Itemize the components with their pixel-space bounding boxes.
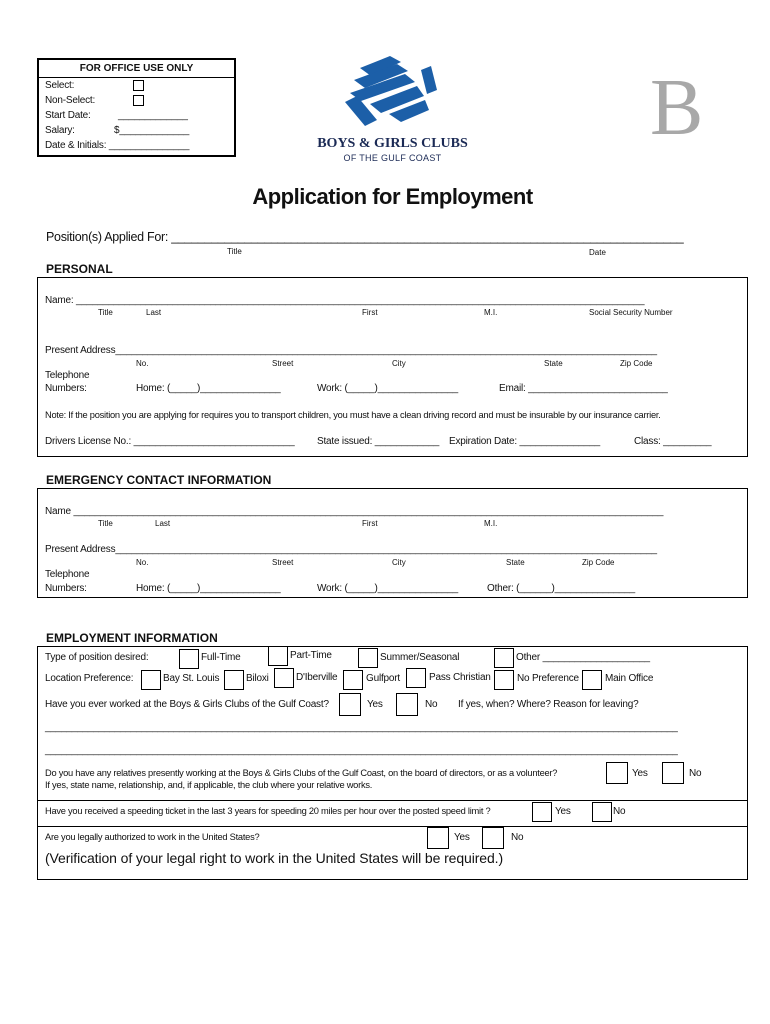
work-authorization-yes-checkbox[interactable] (427, 827, 449, 849)
name-caption-mi: M.I. (484, 308, 498, 317)
work-phone-field[interactable]: Work: (_____)_______________ (317, 383, 458, 394)
address-caption-no: No. (136, 359, 149, 368)
ticket-row-bottom-divider (37, 826, 748, 827)
full-time-label: Full-Time (201, 652, 241, 663)
speeding-ticket-yes-label: Yes (555, 806, 571, 817)
pass-christian-label: Pass Christian (429, 672, 491, 683)
other-position-field[interactable]: Other ____________________ (516, 652, 650, 663)
emergency-numbers-label: Numbers: (45, 583, 87, 594)
office-use-title: FOR OFFICE USE ONLY (39, 60, 234, 78)
emergency-section-box (37, 488, 748, 598)
present-address-field[interactable]: Present Address_____________________________________________________________________________________________________ (45, 345, 657, 356)
emergency-caption-last: Last (155, 519, 171, 528)
home-phone-field[interactable]: Home: (_____)_______________ (136, 383, 281, 394)
non-select-checkbox[interactable] (133, 95, 144, 106)
email-field[interactable]: Email: __________________________ (499, 383, 668, 394)
club-logo-name: BOYS & GIRLS CLUBS (317, 136, 468, 151)
emergency-home-phone-field[interactable]: Home: (_____)_______________ (136, 583, 281, 594)
position-date-caption: Date (589, 248, 606, 257)
emergency-address-caption-state: State (506, 558, 525, 567)
emergency-address-caption-no: No. (136, 558, 149, 567)
speeding-ticket-question: Have you received a speeding ticket in the last 3 years for speeding 20 miles per hour over the posted speed limit ? (45, 806, 491, 816)
worked-before-no-checkbox[interactable] (396, 693, 418, 716)
position-title-caption: Title (227, 247, 242, 256)
license-class-field[interactable]: Class: _________ (634, 436, 712, 447)
position-applied-field[interactable]: Position(s) Applied For: _____________________________________________________________________________ (46, 230, 684, 244)
work-authorization-question: Are you legally authorized to work in the United States? (45, 832, 260, 842)
emergency-address-caption-city: City (392, 558, 406, 567)
pass-christian-checkbox[interactable] (406, 668, 426, 688)
start-date-field[interactable]: _____________ (118, 110, 188, 121)
emergency-heading: EMERGENCY CONTACT INFORMATION (46, 473, 272, 487)
applicant-name-field[interactable]: Name: __________________________________________________________________________________________________________ (45, 295, 645, 306)
speeding-ticket-no-checkbox[interactable] (592, 802, 612, 822)
emergency-caption-first: First (362, 519, 378, 528)
position-type-label: Type of position desired: (45, 652, 149, 663)
worked-before-answer-line-2[interactable]: ______________________________________________________________________________________________________________________ (45, 745, 678, 756)
name-caption-last: Last (146, 308, 162, 317)
relatives-no-label: No (689, 768, 702, 779)
drivers-license-field[interactable]: Drivers License No.: ______________________________ (45, 436, 295, 447)
address-caption-zip: Zip Code (620, 359, 653, 368)
club-logo-icon (305, 50, 480, 134)
emergency-telephone-label: Telephone (45, 569, 90, 580)
emergency-other-phone-field[interactable]: Other: (______)_______________ (487, 583, 636, 594)
work-authorization-yes-label: Yes (454, 832, 470, 843)
bay-st-louis-checkbox[interactable] (141, 670, 161, 690)
relatives-no-checkbox[interactable] (662, 762, 684, 784)
no-preference-checkbox[interactable] (494, 670, 514, 690)
salary-label: Salary: (45, 125, 75, 136)
employment-heading: EMPLOYMENT INFORMATION (46, 631, 218, 645)
club-logo (305, 50, 480, 172)
emergency-name-field[interactable]: Name ______________________________________________________________________________________________________________ (45, 506, 664, 517)
diberville-checkbox[interactable] (274, 668, 294, 688)
select-checkbox[interactable] (133, 80, 144, 91)
ticket-row-top-divider (37, 800, 748, 801)
speeding-ticket-no-label: No (613, 806, 626, 817)
relatives-yes-label: Yes (632, 768, 648, 779)
other-position-checkbox[interactable] (494, 648, 514, 668)
emergency-caption-mi: M.I. (484, 519, 498, 528)
speeding-ticket-yes-checkbox[interactable] (532, 802, 552, 822)
relatives-followup: If yes, state name, relationship, and, if applicable, the club where your relative works. (45, 780, 373, 790)
name-caption-ssn: Social Security Number (589, 308, 673, 317)
main-office-label: Main Office (605, 673, 654, 684)
bay-st-louis-label: Bay St. Louis (163, 673, 220, 684)
emergency-address-field[interactable]: Present Address_____________________________________________________________________________________________________ (45, 544, 657, 555)
worked-before-followup: If yes, when? Where? Reason for leaving? (458, 699, 639, 710)
address-caption-city: City (392, 359, 406, 368)
gulfport-label: Gulfport (366, 673, 400, 684)
part-time-label: Part-Time (290, 650, 332, 661)
worked-before-answer-line-1[interactable]: ______________________________________________________________________________________________________________________ (45, 722, 678, 733)
name-caption-first: First (362, 308, 378, 317)
select-label: Select: (45, 80, 75, 91)
start-date-label: Start Date: (45, 110, 91, 121)
emergency-work-phone-field[interactable]: Work: (_____)_______________ (317, 583, 458, 594)
address-caption-street: Street (272, 359, 294, 368)
page-title: Application for Employment (252, 184, 533, 209)
emergency-address-caption-zip: Zip Code (582, 558, 615, 567)
work-authorization-no-label: No (511, 832, 524, 843)
numbers-label: Numbers: (45, 383, 87, 394)
expiration-date-field[interactable]: Expiration Date: _______________ (449, 436, 600, 447)
biloxi-checkbox[interactable] (224, 670, 244, 690)
worked-before-yes-checkbox[interactable] (339, 693, 361, 716)
summer-seasonal-label: Summer/Seasonal (380, 652, 460, 663)
state-issued-field[interactable]: State issued: ____________ (317, 436, 440, 447)
biloxi-label: Biloxi (246, 673, 269, 684)
main-office-checkbox[interactable] (582, 670, 602, 690)
work-authorization-no-checkbox[interactable] (482, 827, 504, 849)
club-logo-subtitle: OF THE GULF COAST (343, 153, 442, 163)
name-caption-title: Title (98, 308, 113, 317)
no-preference-label: No Preference (517, 673, 579, 684)
relatives-question: Do you have any relatives presently working at the Boys & Girls Clubs of the Gulf Coast, on the board of directors, or as a volunteer? (45, 768, 558, 778)
worked-before-yes-label: Yes (367, 699, 383, 710)
date-initials-field[interactable]: Date & Initials: _______________ (45, 140, 190, 151)
relatives-yes-checkbox[interactable] (606, 762, 628, 784)
gulfport-checkbox[interactable] (343, 670, 363, 690)
diberville-label: D'Iberville (296, 672, 338, 683)
verification-notice: (Verification of your legal right to work in the United States will be required.) (45, 850, 504, 866)
telephone-label: Telephone (45, 370, 90, 381)
transport-note: Note: If the position you are applying for requires you to transport children, you must have a clean driving record and must be insurable by our insurance carrier. (45, 410, 661, 420)
personal-heading: PERSONAL (46, 262, 113, 276)
form-version-letter: B (650, 64, 704, 152)
worked-before-no-label: No (425, 699, 438, 710)
part-time-checkbox[interactable] (268, 646, 288, 666)
emergency-address-caption-street: Street (272, 558, 294, 567)
location-preference-label: Location Preference: (45, 673, 134, 684)
salary-field[interactable]: $_____________ (114, 125, 190, 136)
worked-before-question: Have you ever worked at the Boys & Girls Clubs of the Gulf Coast? (45, 699, 329, 710)
address-caption-state: State (544, 359, 563, 368)
summer-seasonal-checkbox[interactable] (358, 648, 378, 668)
full-time-checkbox[interactable] (179, 649, 199, 669)
emergency-caption-title: Title (98, 519, 113, 528)
non-select-label: Non-Select: (45, 95, 96, 106)
